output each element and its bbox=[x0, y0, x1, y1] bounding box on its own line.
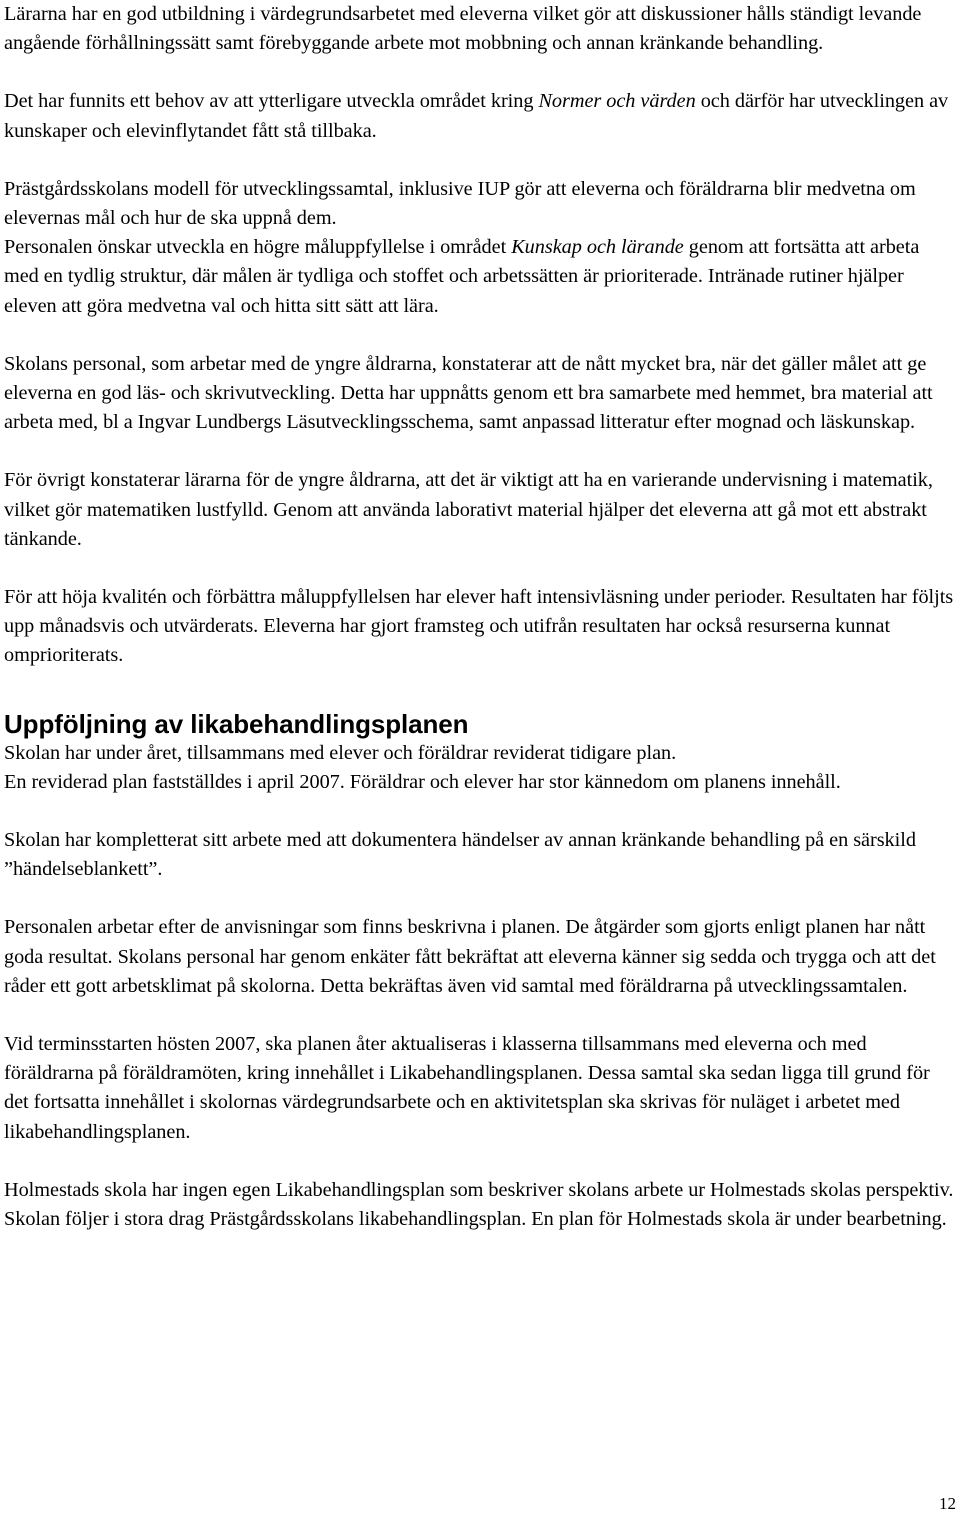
paragraph-guidelines-results: Personalen arbetar efter de anvisningar som finns beskrivna i planen. De åtgärder som gjorts enligt planen har nått goda resultat. Skolans personal har genom enkäter fått bekräftat att eleverna känner sig sedda och trygga och att det råder ett gott arbetsklimat på skolorna. Detta bekräftas även vid samtal med föräldrarna på utvecklingssamtalen. bbox=[4, 916, 936, 997]
text-run: Det har funnits ett behov av att ytterligare utveckla området kring bbox=[4, 90, 539, 113]
paragraph-holmestad: Holmestads skola har ingen egen Likabehandlingsplan som beskriver skolans arbete ur Holmestads skolas perspektiv. Skolan följer i stora drag Prästgårdsskolans likabehandlingsplan. En plan för Holmestads skola är under bearbetning. bbox=[4, 1178, 954, 1231]
text-run: Personalen önskar utveckla en högre måluppfyllelse i området bbox=[4, 236, 512, 259]
paragraph-plan-established: En reviderad plan fastställdes i april 2007. Föräldrar och elever har stor kännedom om planens innehåll. bbox=[4, 770, 841, 793]
italic-term: Kunskap och lärande bbox=[511, 236, 684, 259]
text-run: och därför har utvecklingen av kunskaper och elevinflytandet fått stå tillbaka. bbox=[4, 90, 949, 142]
paragraph-term-start: Vid terminsstarten hösten 2007, ska planen åter aktualiseras i klasserna tillsammans med eleverna och med föräldrarna på föräldramöten, kring innehållet i Likabehandlingsplanen. Dessa samtal ska sedan ligga till grund för det fortsatta innehållet i skolornas värdegrundsarbete och en aktivitetsplan ska skrivas för nuläget i arbetet med likabehandlingsplanen. bbox=[4, 1033, 930, 1143]
section-heading: Uppföljning av likabehandlingsplanen bbox=[4, 708, 469, 739]
paragraph-reading-writing: Skolans personal, som arbetar med de yngre åldrarna, konstaterar att de nått mycket bra, när det gäller målet att ge eleverna en god läs- och skrivutveckling. Detta har uppnåtts genom ett bra samarbete med hemmet, bra material att arbeta med, bl a Ingvar Lundbergs Läsutvecklingsschema, samt anpassad litteratur efter mognad och läskunskap. bbox=[4, 352, 933, 434]
paragraph-mathematics: För övrigt konstaterar lärarna för de yngre åldrarna, att det är viktigt att ha en varierande undervisning i matematik, vilket gör matematiken lustfylld. Genom att använda laborativt material hjälper det eleverna att gå mot ett abstrakt tänkande. bbox=[4, 469, 933, 550]
paragraph-intensive-reading: För att höja kvalitén och förbättra måluppfyllelsen har elever haft intensivläsning under perioder. Resultaten har följts upp månadsvis och utvärderats. Eleverna har gjort framsteg och utifrån resultaten har också resurserna kunnat omprioriterats. bbox=[4, 586, 954, 667]
paragraph-development-talks: Prästgårdsskolans modell för utvecklingssamtal, inklusive IUP gör att eleverna och föräldrarna blir medvetna om elevernas mål och hur de ska uppnå dem. bbox=[4, 177, 916, 230]
paragraph-plan-revised: Skolan har under året, tillsammans med elever och föräldrar reviderat tidigare plan. bbox=[4, 741, 677, 764]
paragraph-knowledge-learning bbox=[4, 233, 959, 321]
paragraph-incident-form: Skolan har kompletterat sitt arbete med att dokumentera händelser av annan kränkande behandling på en särskild ”händelseblankett”. bbox=[4, 829, 916, 881]
paragraph-values-work: Lärarna har en god utbildning i värdegrundsarbetet med eleverna vilket gör att diskussioner hålls ständigt levande angående förhållningssätt samt förebyggande arbete mot mobbning och annan kränkande behandling. bbox=[4, 3, 922, 55]
text-run: genom att fortsätta att arbeta med en tydlig struktur, där målen är tydliga och stoffet och arbetssätten är prioriterade. Intränade rutiner hjälper eleven att göra medvetna val och hitta sitt sätt att lära. bbox=[4, 236, 920, 317]
document-page bbox=[4, 0, 959, 1234]
italic-term: Normer och värden bbox=[538, 90, 696, 113]
paragraph-norms-values bbox=[4, 87, 959, 145]
page-number: 12 bbox=[939, 1494, 956, 1513]
